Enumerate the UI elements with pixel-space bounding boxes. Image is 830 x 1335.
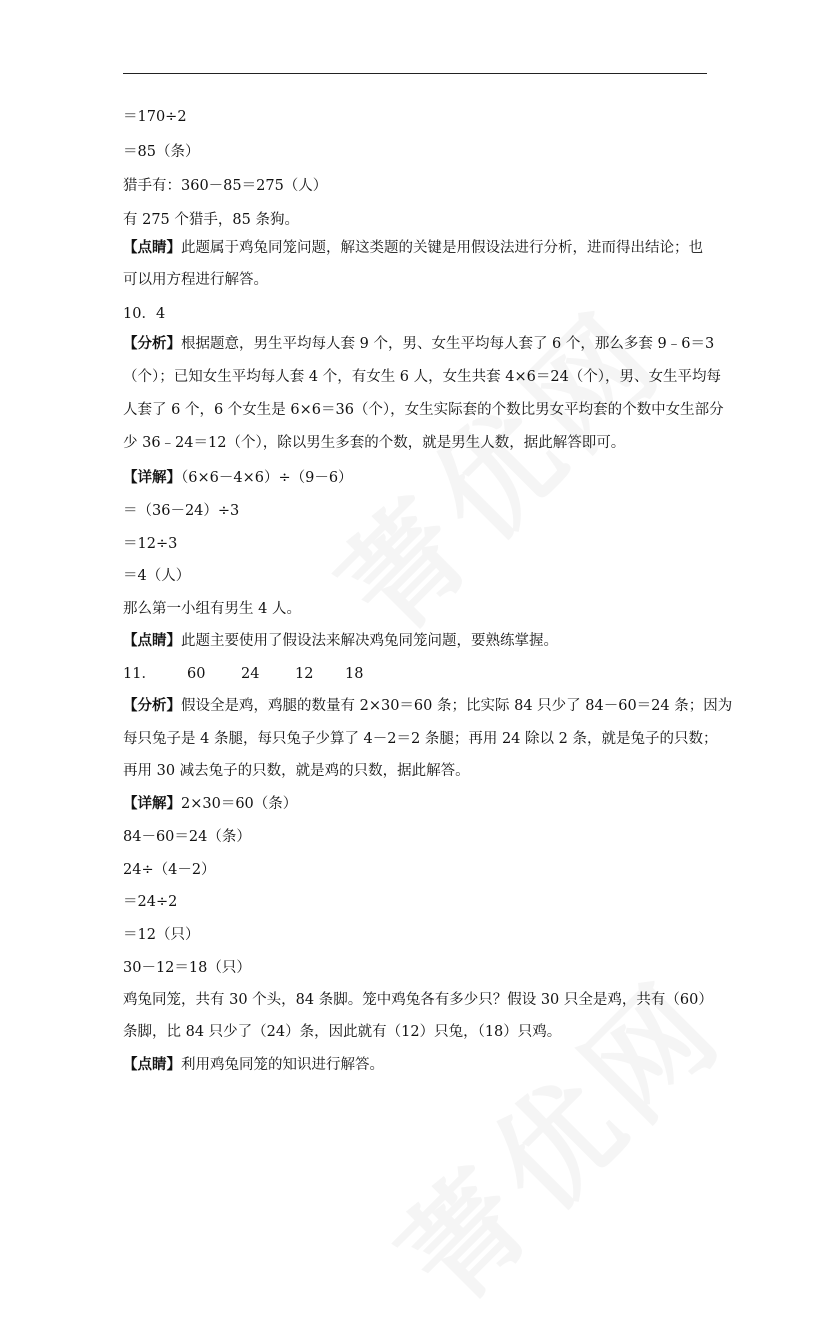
text-line [123, 1055, 384, 1075]
header-rule [123, 73, 707, 74]
text-line: 30－12＝18（只） [123, 960, 251, 976]
text-line: 人套了 6 个，6 个女生是 6×6＝36（个），女生实际套的个数比男女平均套的个数中女生部分 [123, 402, 724, 418]
question-number: 11． [123, 666, 156, 682]
answer-blank: 24 [241, 666, 260, 682]
answer-blank: 18 [345, 666, 364, 682]
text-line [123, 631, 558, 651]
text-fragment: （6×6－4×6）÷（9－6） [181, 470, 353, 486]
answer-blank: 60 [187, 666, 206, 682]
text-line: 可以用方程进行解答。 [123, 272, 268, 288]
question-11-answers [123, 664, 363, 684]
label-dianjing: 【点睛】 [123, 239, 181, 256]
label-fenxi: 【分析】 [123, 335, 181, 352]
watermark-top [296, 267, 693, 664]
text-line: 猎手有：360－85＝275（人） [123, 178, 328, 194]
text-line: ＝（36－24）÷3 [123, 503, 240, 519]
label-xiangjie: 【详解】 [123, 795, 181, 812]
text-line: 有 275 个猎手，85 条狗。 [123, 212, 299, 228]
text-line: 那么第一小组有男生 4 人。 [123, 601, 301, 617]
text-line: ＝24÷2 [123, 894, 178, 910]
text-line [123, 696, 732, 716]
text-line: 24÷（4－2） [123, 862, 216, 878]
text-line: 84－60＝24（条） [123, 829, 251, 845]
text-line: 少 36﹣24＝12（个），除以男生多套的个数，就是男生人数，据此解答即可。 [123, 435, 626, 451]
text-line: 条脚，比 84 只少了（24）条，因此就有（12）只兔，（18）只鸡。 [123, 1024, 562, 1040]
text-fragment: 根据题意，男生平均每人套 9 个，男、女生平均每人套了 6 个，那么多套 9﹣6＝3 [181, 336, 715, 352]
text-line: ＝170÷2 [123, 109, 187, 125]
text-line: ＝4（人） [123, 568, 191, 584]
text-fragment: 2×30＝60（条） [181, 796, 298, 812]
text-line: 鸡兔同笼，共有 30 个头，84 条脚。笼中鸡兔各有多少只？假设 30 只全是鸡，共有（60） [123, 992, 713, 1008]
label-fenxi: 【分析】 [123, 697, 181, 714]
answer-blank: 12 [295, 666, 314, 682]
text-line: ＝12÷3 [123, 536, 178, 552]
text-line [123, 468, 353, 488]
text-line: （个）；已知女生平均每人套 4 个，有女生 6 人，女生共套 4×6＝24（个），男、女生平均每 [123, 369, 722, 385]
text-fragment: 利用鸡兔同笼的知识进行解答。 [181, 1057, 384, 1073]
text-line: ＝85（条） [123, 144, 200, 160]
label-xiangjie: 【详解】 [123, 469, 181, 486]
label-dianjing: 【点睛】 [123, 632, 181, 649]
text-line: 再用 30 减去兔子的只数，就是鸡的只数，据此解答。 [123, 763, 470, 779]
question-number: 10．4 [123, 306, 166, 322]
text-line [123, 334, 714, 354]
label-dianjing: 【点睛】 [123, 1056, 181, 1073]
text-line [123, 794, 297, 814]
text-fragment: 此题属于鸡兔同笼问题，解这类题的关键是用假设法进行分析，进而得出结论；也 [181, 240, 703, 256]
text-line: ＝12（只） [123, 927, 200, 943]
text-line: 每只兔子是 4 条腿，每只兔子少算了 4－2＝2 条腿；再用 24 除以 2 条，就是兔子的只数； [123, 731, 718, 747]
text-line [123, 238, 703, 258]
text-fragment: 假设全是鸡，鸡腿的数量有 2×30＝60 条；比实际 84 只少了 84－60＝24 条；因为 [181, 698, 733, 714]
text-fragment: 此题主要使用了假设法来解决鸡兔同笼问题，要熟练掌握。 [181, 633, 558, 649]
